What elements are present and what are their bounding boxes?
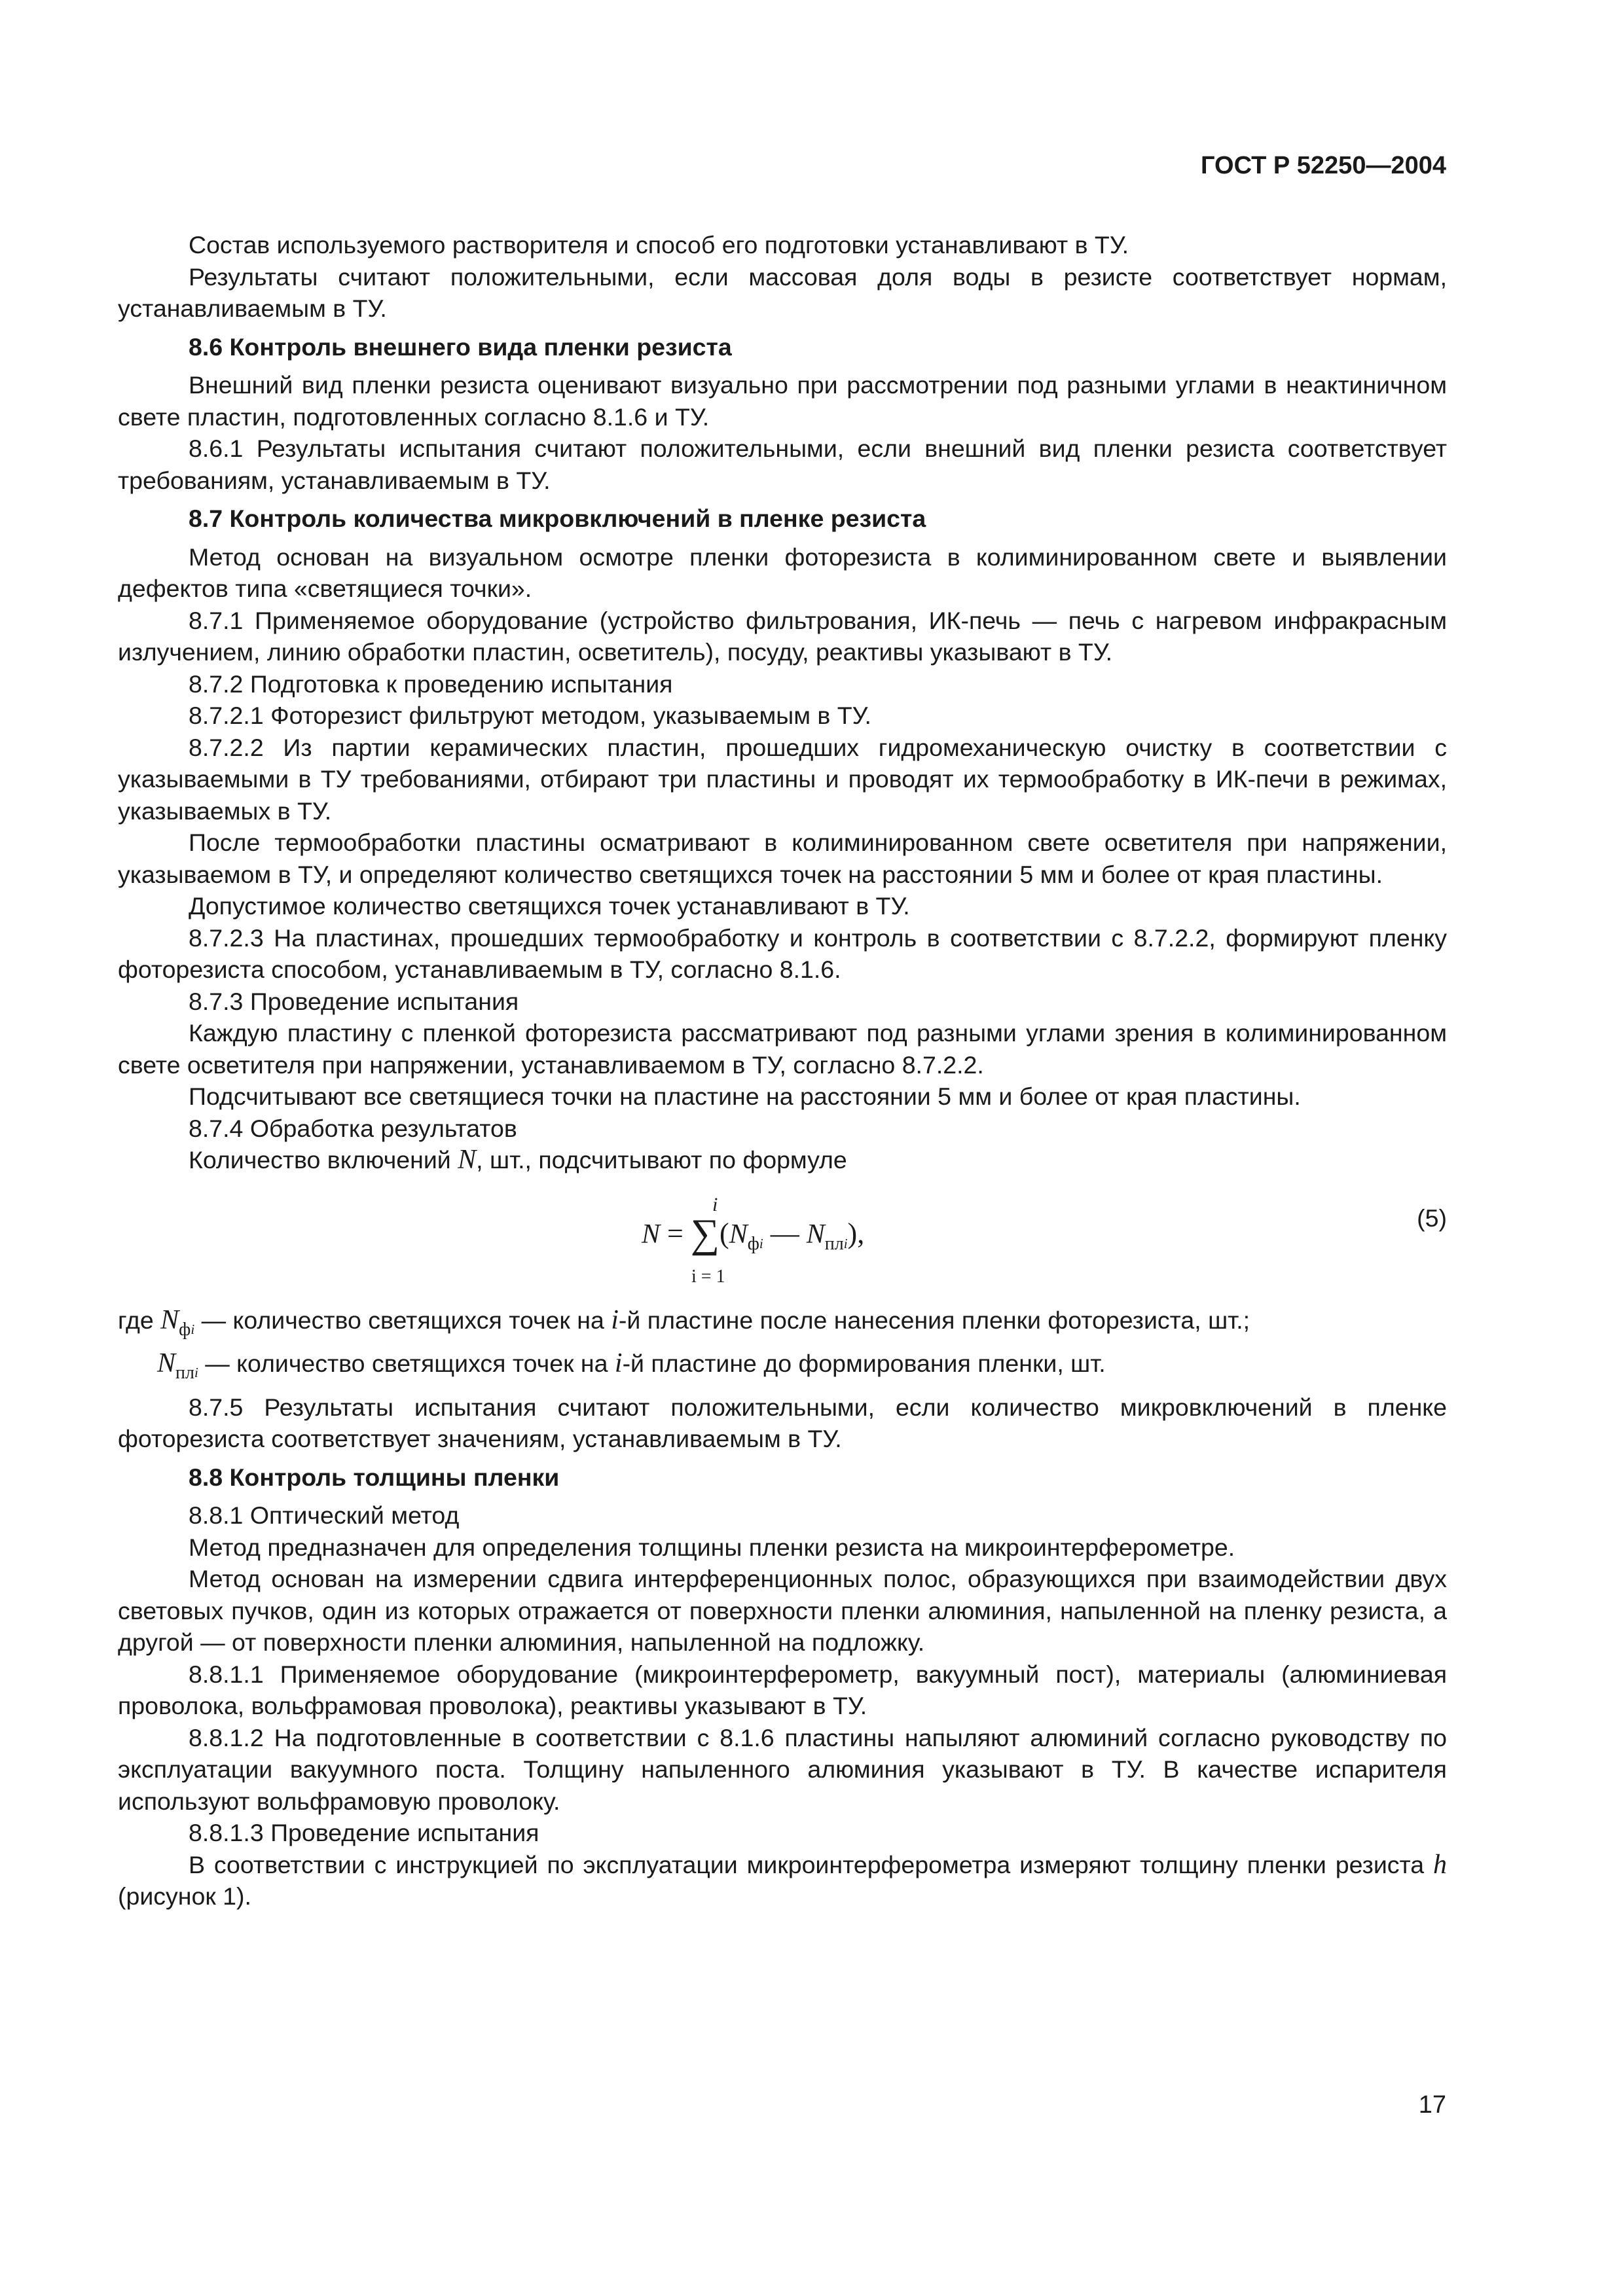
text: Количество включений — [189, 1146, 458, 1174]
math-variable: h — [1433, 1849, 1447, 1880]
subscript-index: i — [759, 1235, 763, 1251]
text: , шт., подсчитывают по формуле — [476, 1146, 847, 1174]
paragraph: После термообработки пластины осматривают в колиминированном свете осветителя при напряжении, указываемом в ТУ, и определяют количество светящихся точек на расстоянии 5 мм и более от края пластины. — [118, 829, 1447, 888]
sum-upper-limit: i — [712, 1193, 718, 1215]
sum-lower-limit: i = 1 — [691, 1266, 725, 1287]
page-number: 17 — [1418, 2091, 1446, 2119]
paren: ), — [847, 1217, 865, 1249]
paragraph: 8.7.5 Результаты испытания считают положительными, если количество микровключений в пленке фоторезиста соответствует значениям, устанавливаемым в ТУ. — [118, 1393, 1447, 1452]
sigma-symbol: ∑ — [690, 1211, 720, 1256]
paragraph: 8.8.1 Оптический метод — [189, 1501, 460, 1529]
paragraph: Метод основан на визуальном осмотре пленки фоторезиста в колиминированном свете и выявлении дефектов типа «светящиеся точки». — [118, 543, 1447, 602]
paragraph: 8.8.1.1 Применяемое оборудование (микроинтерферометр, вакуумный пост), материалы (алюминиевая проволока, вольфрамовая проволока), реактивы указывают в ТУ. — [118, 1660, 1447, 1719]
paragraph: Каждую пластину с пленкой фоторезиста рассматривают под разными углами зрения в колиминированном свете осветителя при напряжении, устанавливаемом в ТУ, согласно 8.7.2.2. — [118, 1019, 1447, 1079]
paragraph: 8.7.2.3 На пластинах, прошедших термообработку и контроль в соответствии с 8.7.2.2, формируют пленку фоторезиста способом, устанавливаемым в ТУ, согласно 8.1.6. — [118, 924, 1447, 983]
text: — количество светящихся точек на — [194, 1306, 611, 1334]
document-body — [118, 229, 1447, 1912]
paragraph: 8.6.1 Результаты испытания считают положительными, если внешний вид пленки резиста соответствует требованиям, устанавливаемым в ТУ. — [118, 435, 1447, 494]
math-variable: N — [157, 1348, 176, 1378]
paragraph: 8.7.3 Проведение испытания — [189, 987, 519, 1015]
formula-legend-2 — [118, 1348, 1447, 1384]
paragraph — [118, 1849, 1447, 1912]
formula-number: (5) — [1417, 1204, 1447, 1232]
text: -й пластине до формирования пленки, шт. — [622, 1350, 1106, 1377]
paragraph: Подсчитывают все светящиеся точки на пластине на расстоянии 5 мм и более от края пластины. — [189, 1083, 1301, 1110]
text: (рисунок 1). — [118, 1882, 251, 1910]
paragraph-formula-intro — [118, 1144, 1447, 1176]
paragraph: 8.8.1.3 Проведение испытания — [189, 1819, 539, 1846]
text: где — [118, 1306, 161, 1334]
formula — [642, 1189, 1100, 1300]
paragraph: 8.7.4 Обработка результатов — [189, 1114, 517, 1142]
paragraph: Результаты считают положительными, если массовая доля воды в резисте соответствует нормам, устанавливаемым в ТУ. — [118, 262, 1447, 322]
math-variable: N — [806, 1219, 825, 1249]
section-heading-8-6: 8.6 Контроль внешнего вида пленки резиста — [189, 332, 732, 361]
subscript-index: i — [191, 1321, 195, 1337]
math-variable: N — [458, 1145, 477, 1175]
paragraph: 8.8.1.2 На подготовленные в соответствии с 8.1.6 пластины напыляют алюминий согласно руководству по эксплуатации вакуумного поста. Толщину напыленного алюминия указывают в ТУ. В качестве испарителя используют вольфрамовую проволоку. — [118, 1723, 1447, 1815]
section-heading-8-7: 8.7 Контроль количества микровключений в пленке резиста — [189, 505, 926, 532]
formula-block — [118, 1176, 1447, 1300]
paragraph: Допустимое количество светящихся точек устанавливают в ТУ. — [189, 892, 910, 920]
subscript: пл — [175, 1363, 194, 1383]
subscript: ф — [747, 1233, 759, 1254]
math-variable: N — [729, 1219, 748, 1249]
math-variable: N — [160, 1304, 179, 1335]
math-variable: i — [614, 1348, 623, 1378]
subscript-index: i — [194, 1365, 198, 1380]
math-variable: i — [611, 1304, 619, 1335]
paragraph: Метод основан на измерении сдвига интерференционных полос, образующихся при взаимодействии двух световых пучков, один из которых отражается от поверхности пленки алюминия, напыленной на пленку резиста, а другой — от поверхности пленки алюминия, напыленной на подложку. — [118, 1565, 1447, 1656]
subscript: пл — [824, 1233, 844, 1254]
paragraph: 8.7.2.2 Из партии керамических пластин, прошедших гидромеханическую очистку в соответствии с указываемыми в ТУ требованиями, отбирают три пластины и проводят их термообработку в ИК-печи в режимах, указываемых в ТУ. — [118, 733, 1447, 825]
section-heading-8-8: 8.8 Контроль толщины пленки — [189, 1463, 560, 1491]
equals-sign: = — [660, 1217, 691, 1249]
paragraph: Метод предназначен для определения толщины пленки резиста на микроинтерферометре. — [189, 1533, 1235, 1561]
text: — количество светящихся точек на — [198, 1350, 615, 1377]
subscript-index: i — [843, 1235, 848, 1251]
minus-sign: — — [763, 1217, 807, 1249]
paragraph: Внешний вид пленки резиста оценивают визуально при рассмотрении под разными углами в неактиничном свете пластин, подготовленных согласно 8.1.6 и ТУ. — [118, 371, 1447, 431]
paragraph: Состав используемого растворителя и способ его подготовки устанавливают в ТУ. — [189, 231, 1129, 259]
paragraph: 8.7.2.1 Фоторезист фильтруют методом, указываемым в ТУ. — [189, 702, 871, 729]
paragraph: 8.7.2 Подготовка к проведению испытания — [189, 670, 673, 698]
text: В соответствии с инструкцией по эксплуатации микроинтерферометра измеряют толщину пленки резиста — [189, 1850, 1433, 1878]
math-variable: N — [642, 1219, 661, 1249]
paren: ( — [720, 1217, 729, 1249]
formula-legend-1 — [118, 1304, 1447, 1340]
paragraph: 8.7.1 Применяемое оборудование (устройство фильтрования, ИК-печь — печь с нагревом инфракрасным излучением, линию обработки пластин, осветитель), посуду, реактивы указывают в ТУ. — [118, 606, 1447, 666]
document-header: ГОСТ Р 52250—2004 — [1201, 152, 1446, 179]
formula-main — [642, 1211, 865, 1256]
text: -й пластине после нанесения пленки фоторезиста, шт.; — [618, 1306, 1250, 1334]
subscript: ф — [179, 1319, 191, 1340]
